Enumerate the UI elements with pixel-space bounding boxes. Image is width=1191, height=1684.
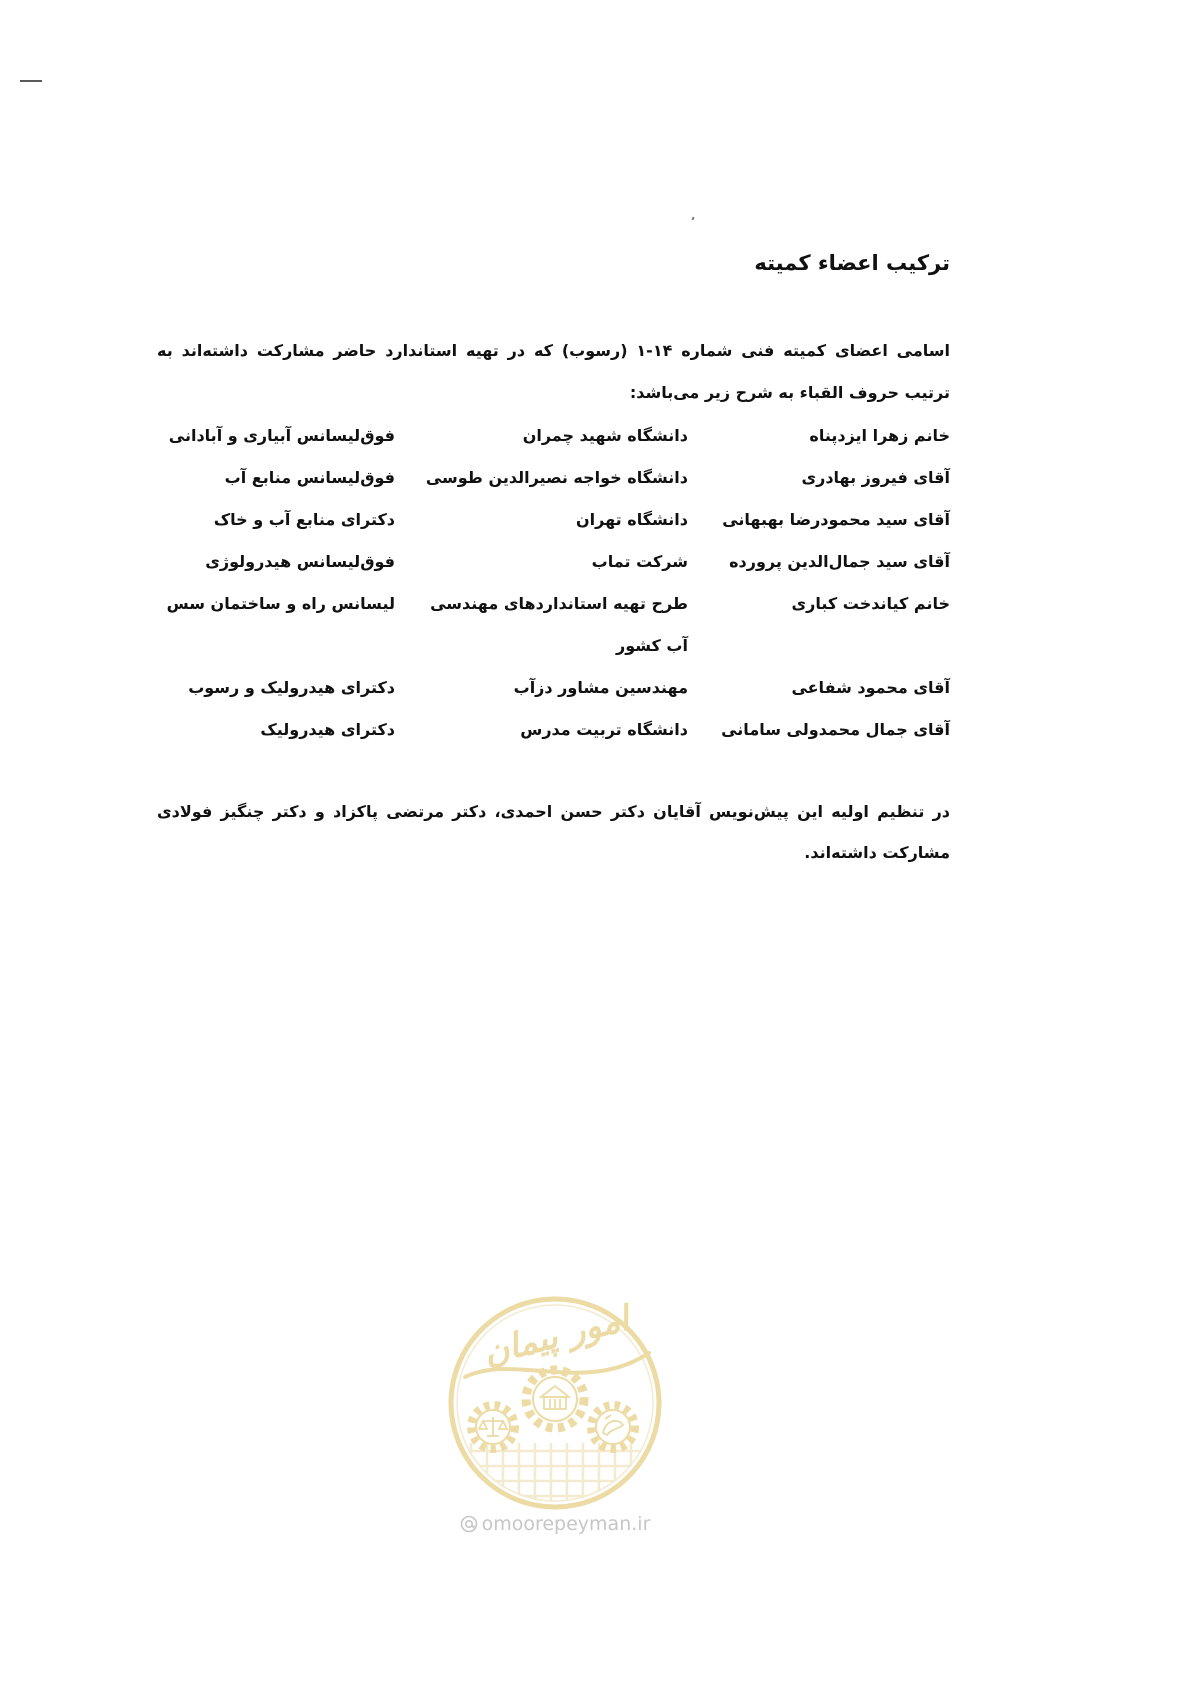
member-name: خانم کیاندخت کباری (791, 594, 950, 613)
page-title: ترکیب اعضاء کمیته (754, 251, 950, 275)
gear-icon (591, 1405, 635, 1449)
member-institution: طرح تهیه استانداردهای مهندسی آب کشور (430, 594, 688, 655)
member-row (155, 499, 950, 541)
site-icon (460, 1515, 478, 1533)
member-institution: شرکت تماب (591, 552, 688, 571)
member-degree: فوق‌لیسانس آبیاری و آبادانی (168, 426, 395, 445)
closing-paragraph: در تنظیم اولیه این پیش‌نویس آقایان دکتر حسن احمدی، دکتر مرتضی پاکزاد و دکتر چنگیز فولادی مشارکت داشته‌اند. (157, 802, 950, 862)
scan-mark-dot (692, 217, 695, 221)
member-name: آقای جمال محمدولی سامانی (721, 720, 950, 739)
members-table (155, 415, 950, 751)
seal-logo-text: امور پیمان (479, 1298, 634, 1374)
member-degree: فوق‌لیسانس هیدرولوژی (205, 552, 395, 571)
member-degree: دکترای منابع آب و خاک (213, 510, 395, 529)
member-institution: دانشگاه تهران (576, 510, 688, 529)
member-row (155, 667, 950, 709)
member-name: آقای سید محمودرضا بهبهانی (722, 510, 950, 529)
intro-paragraph: اسامی اعضای کمیته فنی شماره ۱۴-۱ (رسوب) که در تهیه استاندارد حاضر مشارکت داشته‌اند به ترتیب حروف القباء به شرح زیر می‌باشد: (157, 341, 951, 402)
member-degree: دکترای هیدرولیک (260, 720, 395, 739)
member-row (155, 583, 950, 667)
site-url: omoorepeyman.ir (481, 1513, 651, 1535)
member-institution: دانشگاه خواجه نصیرالدین طوسی (425, 468, 688, 487)
member-row (155, 541, 950, 583)
member-row (155, 457, 950, 499)
member-row (155, 415, 950, 457)
member-institution: دانشگاه شهید چمران (522, 426, 688, 445)
member-degree: لیسانس راه و ساختمان سس (166, 594, 395, 613)
scan-mark-dash (20, 80, 42, 82)
watermark-site (450, 1511, 660, 1537)
watermark-seal (435, 1283, 675, 1523)
member-institution: مهندسین مشاور دزآب (513, 678, 688, 697)
member-name: آقای فیروز بهادری (801, 468, 950, 487)
member-name: آقای سید جمال‌الدین پرورده (729, 552, 950, 571)
member-degree: دکترای هیدرولیک و رسوب (188, 678, 395, 697)
member-institution: دانشگاه تربیت مدرس (520, 720, 688, 739)
member-name: آقای محمود شفاعی (791, 678, 950, 697)
member-name: خانم زهرا ایزدپناه (809, 426, 950, 445)
member-row (155, 709, 950, 751)
member-degree: فوق‌لیسانس منابع آب (224, 468, 395, 487)
